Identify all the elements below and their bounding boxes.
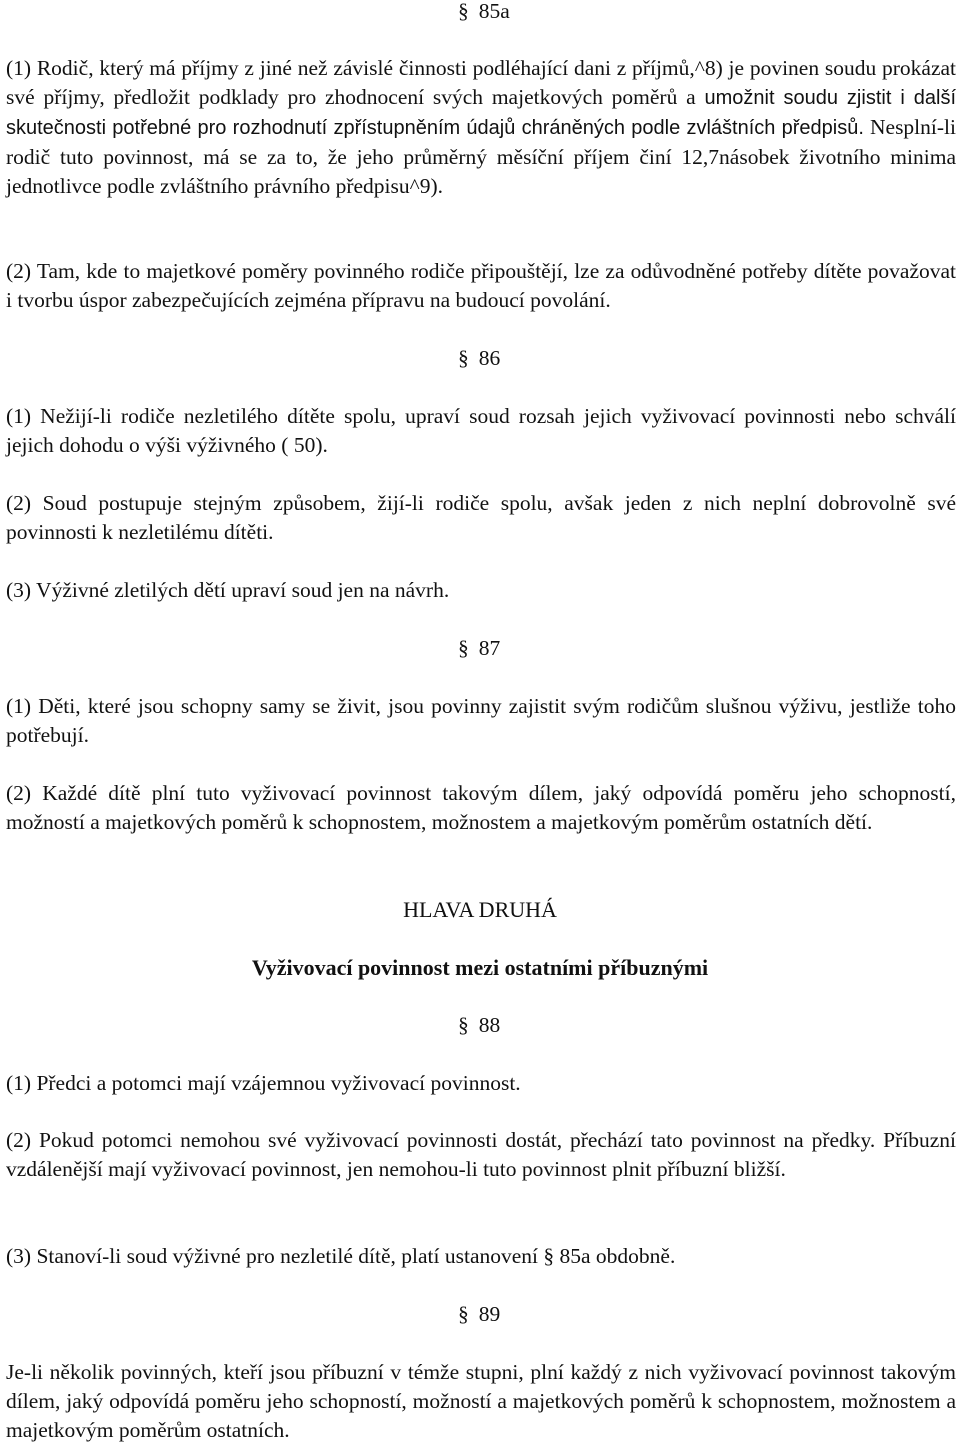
section-88-paragraph-1 [6,1069,956,1098]
paragraph-text: Je-li několik povinných, kteří jsou příbuzní v témže stupni, plní každý z nich vyživovací povinnost takovým dílem, jaký odpovídá poměru jeho schopností, možností a majetkových poměrů k schopnostem, možnostem a majetkovým poměrům ostatních. [6,1360,956,1442]
paragraph-text: (2) Každé dítě plní tuto vyživovací povinnost takovým dílem, jaký odpovídá poměru jeho schopností, možností a majetkových poměrů k schopnostem, možnostem a majetkovým poměrům ostatních dětí. [6,781,956,834]
section-88-paragraph-3 [6,1242,956,1271]
section-86-paragraph-1 [6,402,956,460]
section-86-heading [458,344,500,373]
section-symbol: § [458,346,469,370]
section-85a-paragraph-2 [6,257,956,315]
section-number: 89 [478,1302,501,1326]
section-89-paragraph-1 [6,1358,956,1445]
paragraph-text: (2) Pokud potomci nemohou své vyživovací povinnosti dostát, přechází tato povinnost na předky. Příbuzní vzdálenější mají vyživovací povinnost, jen nemohou-li tuto povinnost plnit příbuzní bližší. [6,1128,956,1181]
paragraph-text: (2) Tam, kde to majetkové poměry povinného rodiče připouštějí, lze za odůvodněné potřeby dítěte považovat i tvorbu úspor zabezpečujících zejména přípravu na budoucí povolání. [6,259,956,312]
section-symbol: § [458,1013,469,1037]
section-87-paragraph-1 [6,692,956,750]
paragraph-text: (1) Rodič, který má příjmy z jiné než závislé činnosti podléhající dani z příjmů,^8) je povinen soudu prokázat své příjmy, předložit podklady pro zhodnocení svých majetkových poměrů a [6,56,956,109]
section-85a-paragraph-1 [6,54,956,201]
paragraph-text: (1) Nežijí-li rodiče nezletilého dítěte spolu, upraví soud rozsah jejich vyživovací povinnosti nebo schválí jejich dohodu o výši výživného ( 50). [6,404,956,457]
paragraph-text: (1) Děti, které jsou schopny samy se živit, jsou povinny zajistit svým rodičům slušnou výživu, jestliže toho potřebují. [6,694,956,747]
section-85a-heading [458,0,510,26]
section-symbol: § [458,1302,469,1326]
chapter-heading: Vyživovací povinnost mezi ostatními příbuznými [251,955,709,980]
section-number: 85a [478,0,510,23]
paragraph-text: (1) Předci a potomci mají vzájemnou vyživovací povinnost. [6,1071,521,1095]
section-symbol: § [458,636,469,660]
paragraph-text: Nesplní-li rodič tuto povinnost, má se za to, že jeho průměrný měsíční příjem činí 12,7násobek životního minima jednotlivce podle zvláštního právního předpisu^9). [6,115,956,198]
section-89-heading [458,1300,500,1329]
section-number: 86 [478,346,501,370]
section-number: 88 [478,1013,501,1037]
section-88-heading [458,1011,500,1040]
section-87-heading [458,634,500,663]
paragraph-text: (2) Soud postupuje stejným způsobem, žijí-li rodiče spolu, avšak jeden z nich neplní dobrovolně své povinnosti k nezletilému dítěti. [6,491,956,544]
section-86-paragraph-2 [6,489,956,547]
section-87-paragraph-2 [6,779,956,837]
paragraph-text: (3) Stanoví-li soud výživné pro nezletilé dítě, platí ustanovení § 85a obdobně. [6,1244,676,1268]
section-symbol: § [458,0,469,23]
section-88-paragraph-2 [6,1126,956,1184]
section-86-paragraph-3 [6,576,956,605]
section-number: 87 [478,636,501,660]
chapter-title: HLAVA DRUHÁ [403,897,557,922]
paragraph-text: (3) Výživné zletilých dětí upraví soud jen na návrh. [6,578,450,602]
paragraph-text-sans: umožnit soudu zjistit i další skutečnosti potřebné pro rozhodnutí zpřístupněním údajů chráněných podle zvláštních předpisů. [6,87,956,139]
